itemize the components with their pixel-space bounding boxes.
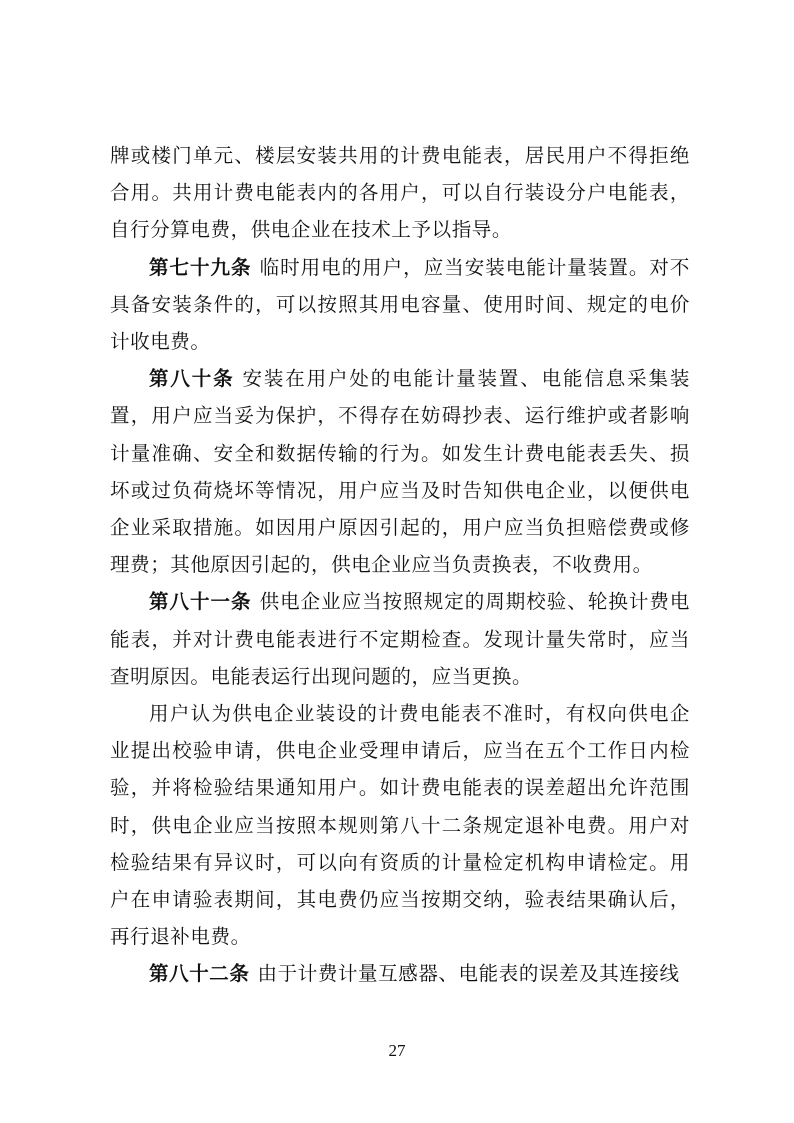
article-heading: 第七十九条	[149, 255, 252, 279]
article-81-paragraph-2	[110, 695, 690, 955]
article-80	[110, 360, 690, 583]
paragraph-text: 用户认为供电企业装设的计费电能表不准时，有权向供电企业提出校验申请，供电企业受理申请后，应当在五个工作日内检验，并将检验结果通知用户。如计费电能表的误差超出允许范围时，供电企业应当按照本规则第八十二条规定退补电费。用户对检验结果有异议时，可以向有资质的计量检定机构申请检定。用户在申请验表期间，其电费仍应当按期交纳，验表结果确认后，再行退补电费。	[110, 702, 690, 949]
article-81	[110, 583, 690, 695]
article-heading: 第八十一条	[149, 590, 252, 614]
paragraph-text: 临时用电的用户，应当安装电能计量装置。对不具备安装条件的，可以按照其用电容量、使用时间、规定的电价计收电费。	[110, 255, 690, 354]
paragraph-text: 安装在用户处的电能计量装置、电能信息采集装置，用户应当妥为保护，不得存在妨碍抄表、运行维护或者影响计量准确、安全和数据传输的行为。如发生计费电能表丢失、损坏或过负荷烧坏等情况，用户应当及时告知供电企业，以便供电企业采取措施。如因用户原因引起的，用户应当负担赔偿费或修理费；其他原因引起的，供电企业应当负责换表，不收费用。	[110, 367, 690, 577]
article-heading: 第八十二条	[149, 962, 250, 986]
article-82	[110, 955, 690, 992]
paragraph-text: 由于计费计量互感器、电能表的误差及其连接线	[257, 962, 680, 986]
article-79	[110, 249, 690, 361]
document-body	[110, 137, 690, 993]
article-heading: 第八十条	[149, 367, 235, 391]
page-number: 27	[388, 1041, 406, 1060]
paragraph-text: 供电企业应当按照规定的周期校验、轮换计费电能表，并对计费电能表进行不定期检查。发现计量失常时，应当查明原因。电能表运行出现问题的，应当更换。	[110, 590, 690, 688]
paragraph-continuation	[110, 137, 690, 249]
paragraph-text: 牌或楼门单元、楼层安装共用的计费电能表，居民用户不得拒绝合用。共用计费电能表内的各用户，可以自行装设分户电能表，自行分算电费，供电企业在技术上予以指导。	[110, 144, 690, 242]
